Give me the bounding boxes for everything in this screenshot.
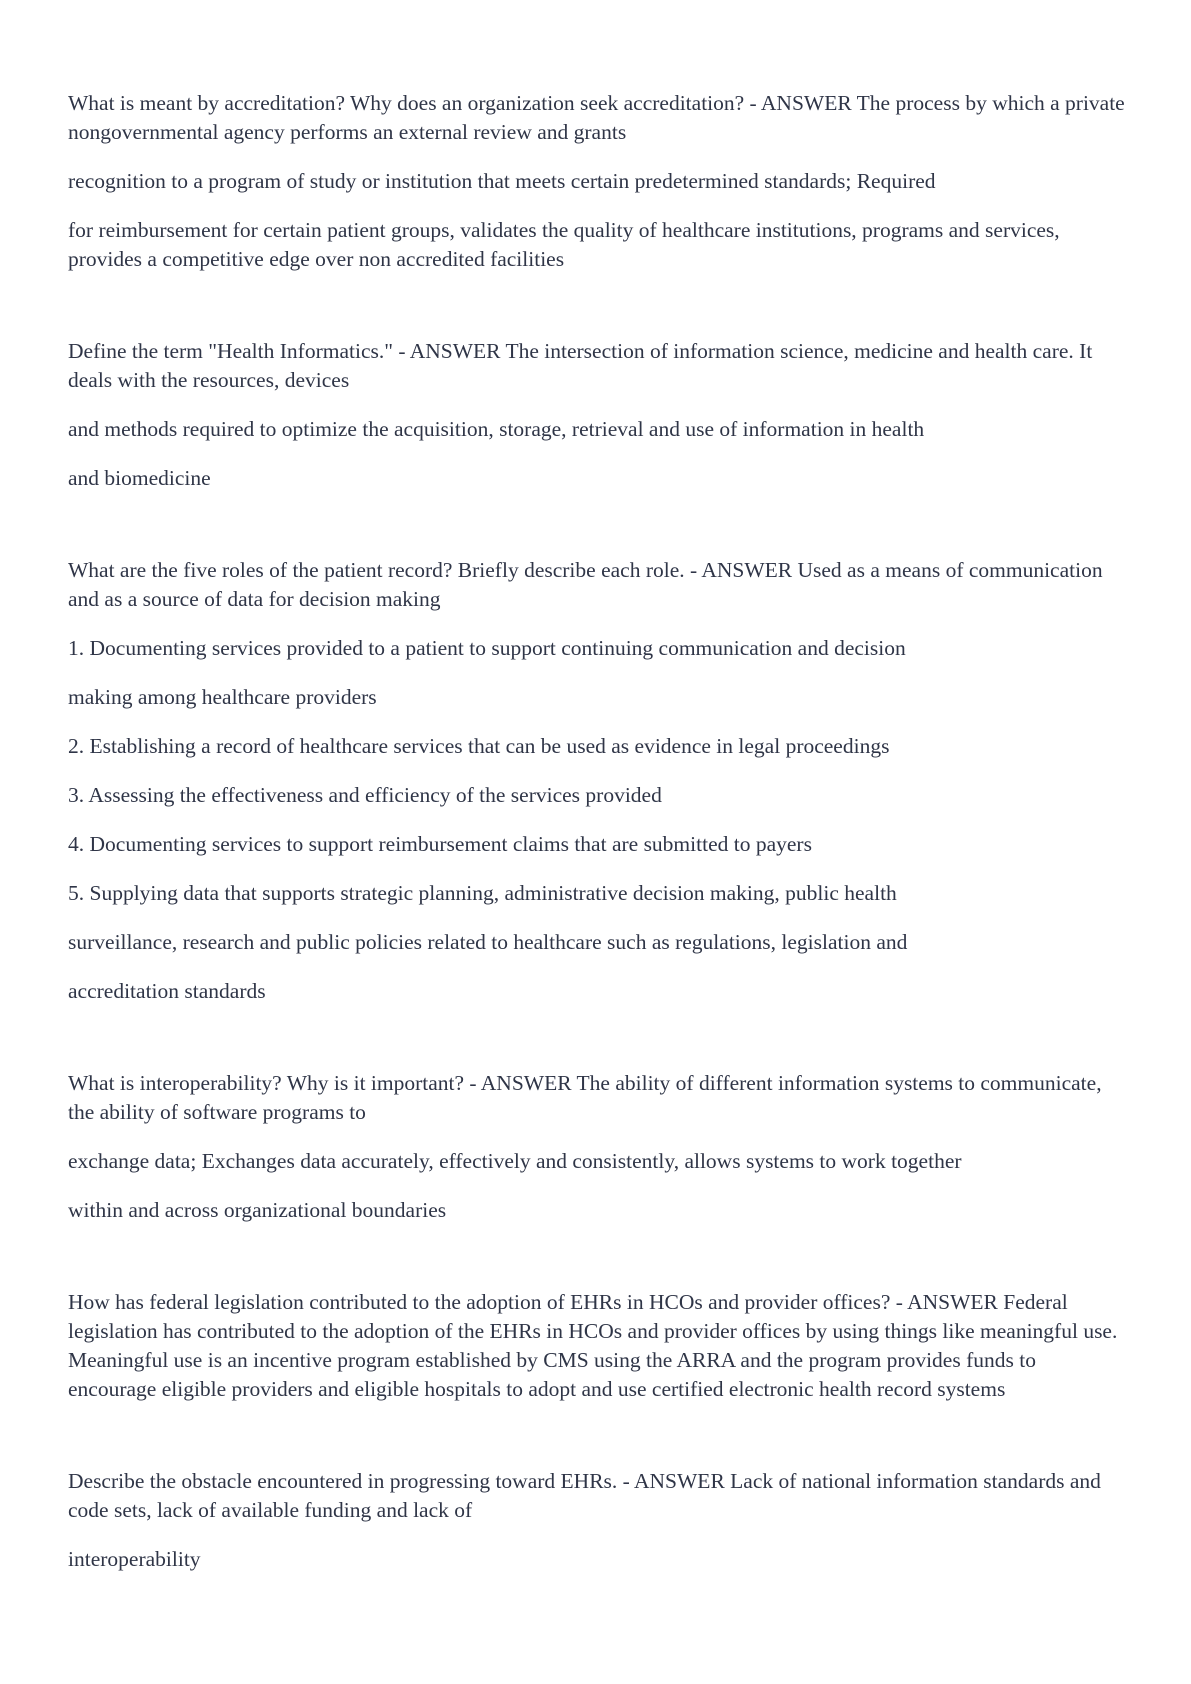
qa-list-item: 3. Assessing the effectiveness and efficiency of the services provided (68, 783, 662, 807)
qa-list-item: 1. Documenting services provided to a patient to support continuing communication and decision (68, 636, 906, 660)
qa-paragraph: What is interoperability? Why is it important? - ANSWER The ability of different information systems to communicate, the ability of software programs to (68, 1071, 1102, 1124)
qa-paragraph: recognition to a program of study or institution that meets certain predetermined standards; Required (68, 169, 936, 193)
qa-list-item-continuation: making among healthcare providers (68, 685, 377, 709)
qa-list-item: 2. Establishing a record of healthcare services that can be used as evidence in legal proceedings (68, 734, 890, 758)
qa-paragraph: Describe the obstacle encountered in progressing toward EHRs. - ANSWER Lack of national information standards and code sets, lack of available funding and lack of (68, 1469, 1101, 1522)
qa-block-interoperability (68, 1069, 1128, 1225)
qa-paragraph: within and across organizational boundaries (68, 1198, 447, 1222)
qa-paragraph: and methods required to optimize the acquisition, storage, retrieval and use of information in health (68, 417, 925, 441)
qa-block-accreditation (68, 89, 1128, 274)
qa-list-item-continuation: surveillance, research and public policies related to healthcare such as regulations, legislation and (68, 930, 908, 954)
qa-block-health-informatics (68, 337, 1128, 493)
qa-paragraph: interoperability (68, 1547, 201, 1571)
qa-paragraph: What are the five roles of the patient record? Briefly describe each role. - ANSWER Used as a means of communication and as a source of data for decision making (68, 558, 1103, 611)
qa-paragraph: How has federal legislation contributed to the adoption of EHRs in HCOs and provider offices? - ANSWER Federal legislation has contributed to the adoption of the EHRs in HCOs and provider offices by using things like meaningful use. Meaningful use is an incentive program established by CMS using the ARRA and the program provides funds to encourage eligible providers and eligible hospitals to adopt and use certified electronic health record systems (68, 1290, 1118, 1401)
qa-list-item: 4. Documenting services to support reimbursement claims that are submitted to payers (68, 832, 812, 856)
qa-list-item: 5. Supplying data that supports strategic planning, administrative decision making, public health (68, 881, 897, 905)
qa-list-item-continuation: accreditation standards (68, 979, 266, 1003)
qa-paragraph: and biomedicine (68, 466, 211, 490)
qa-paragraph: Define the term "Health Informatics." - ANSWER The intersection of information science, medicine and health care. It deals with the resources, devices (68, 339, 1093, 392)
qa-paragraph: for reimbursement for certain patient groups, validates the quality of healthcare institutions, programs and services, provides a competitive edge over non accredited facilities (68, 218, 1060, 271)
document-content (68, 89, 1128, 1574)
qa-block-federal-legislation (68, 1288, 1128, 1404)
qa-paragraph: What is meant by accreditation? Why does an organization seek accreditation? - ANSWER The process by which a private nongovernmental agency performs an external review and grants (68, 91, 1125, 144)
qa-block-patient-record-roles (68, 556, 1128, 1006)
qa-paragraph: exchange data; Exchanges data accurately, effectively and consistently, allows systems to work together (68, 1149, 962, 1173)
qa-block-ehr-obstacles (68, 1467, 1128, 1574)
